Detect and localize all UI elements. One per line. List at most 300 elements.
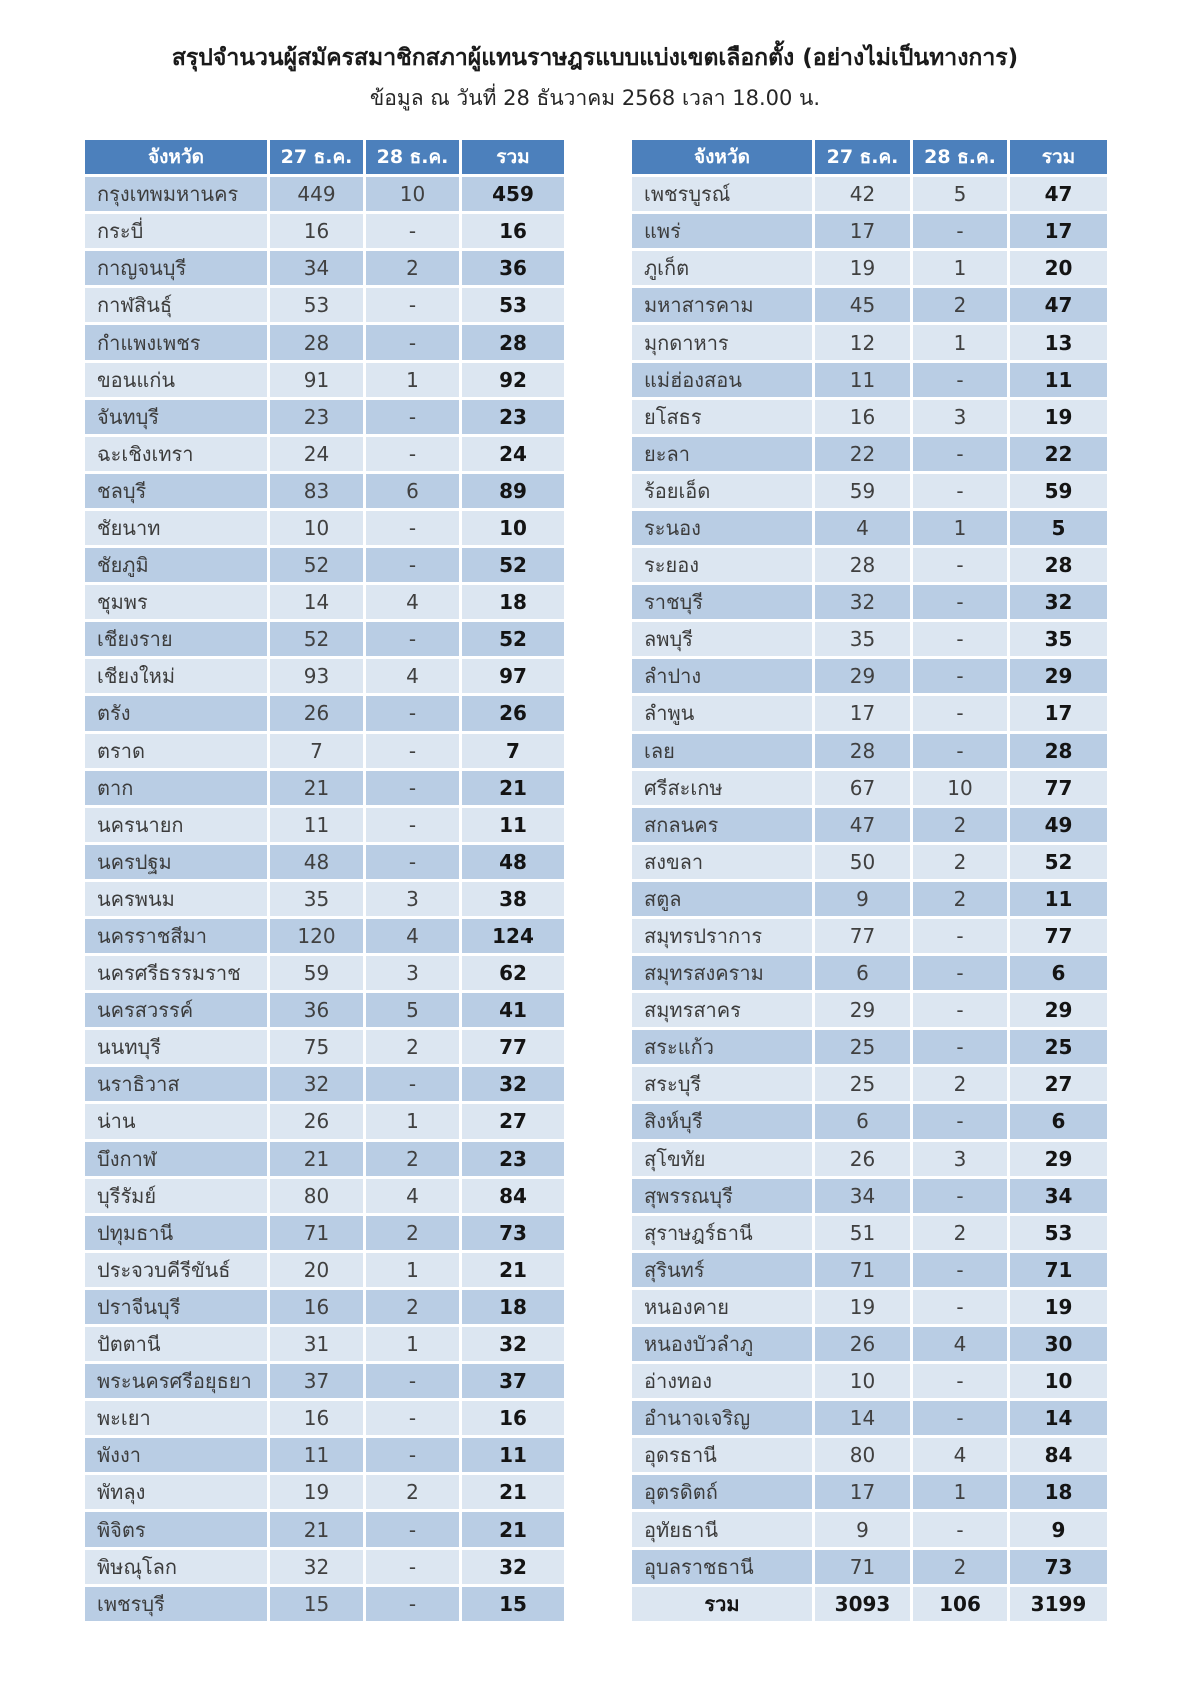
count-27dec-cell: 16 <box>815 400 910 434</box>
row-total-cell: 18 <box>1010 1475 1107 1509</box>
province-name-cell: ชัยภูมิ <box>85 548 267 582</box>
count-28dec-cell: - <box>913 919 1007 953</box>
count-28dec-cell: 1 <box>366 1253 459 1287</box>
province-name-cell: อุทัยธานี <box>632 1512 812 1546</box>
row-total-cell: 28 <box>1010 548 1107 582</box>
province-name-cell: นครปฐม <box>85 845 267 879</box>
count-27dec-cell: 59 <box>815 474 910 508</box>
row-total-cell: 11 <box>1010 363 1107 397</box>
count-27dec-cell: 449 <box>270 177 363 211</box>
count-27dec-cell: 15 <box>270 1587 363 1621</box>
count-27dec-cell: 28 <box>270 325 363 359</box>
row-total-cell: 37 <box>462 1364 564 1398</box>
row-total-cell: 16 <box>462 214 564 248</box>
province-name-cell: เชียงใหม่ <box>85 659 267 693</box>
count-28dec-cell: - <box>366 1587 459 1621</box>
count-28dec-cell: - <box>366 400 459 434</box>
count-28dec-cell: 4 <box>366 585 459 619</box>
count-27dec-cell: 6 <box>815 1104 910 1138</box>
count-28dec-cell: 1 <box>913 251 1007 285</box>
row-total-cell: 73 <box>462 1216 564 1250</box>
count-27dec-cell: 21 <box>270 1142 363 1176</box>
count-28dec-cell: - <box>913 622 1007 656</box>
count-28dec-cell: 10 <box>366 177 459 211</box>
count-27dec-cell: 10 <box>270 511 363 545</box>
count-28dec-cell: 2 <box>366 1142 459 1176</box>
count-27dec-cell: 11 <box>270 808 363 842</box>
province-name-cell: ลำพูน <box>632 696 812 730</box>
province-name-cell: อ่างทอง <box>632 1364 812 1398</box>
row-total-cell: 11 <box>462 808 564 842</box>
province-name-cell: บึงกาฬ <box>85 1142 267 1176</box>
count-27dec-cell: 11 <box>270 1438 363 1472</box>
count-27dec-cell: 17 <box>815 1475 910 1509</box>
count-27dec-cell: 16 <box>270 1290 363 1324</box>
row-total-cell: 21 <box>462 1512 564 1546</box>
count-28dec-cell: - <box>913 734 1007 768</box>
row-total-cell: 21 <box>462 1475 564 1509</box>
count-28dec-cell: 5 <box>366 993 459 1027</box>
count-27dec-cell: 47 <box>815 808 910 842</box>
row-total-cell: 11 <box>1010 882 1107 916</box>
row-total-cell: 77 <box>1010 919 1107 953</box>
row-total-cell: 124 <box>462 919 564 953</box>
province-name-cell: สระแก้ว <box>632 1030 812 1064</box>
count-27dec-cell: 52 <box>270 548 363 582</box>
province-name-cell: ร้อยเอ็ด <box>632 474 812 508</box>
row-total-cell: 21 <box>462 1253 564 1287</box>
count-28dec-cell: 2 <box>366 1030 459 1064</box>
province-name-cell: สมุทรสงคราม <box>632 956 812 990</box>
count-28dec-cell: 1 <box>366 1327 459 1361</box>
column-header: 28 ธ.ค. <box>913 140 1007 174</box>
count-27dec-cell: 120 <box>270 919 363 953</box>
row-total-cell: 25 <box>1010 1030 1107 1064</box>
count-28dec-cell: - <box>913 1030 1007 1064</box>
row-total-cell: 28 <box>462 325 564 359</box>
row-total-cell: 28 <box>1010 734 1107 768</box>
count-27dec-cell: 34 <box>815 1179 910 1213</box>
count-28dec-cell: - <box>366 1364 459 1398</box>
count-27dec-cell: 17 <box>815 696 910 730</box>
column-header: 27 ธ.ค. <box>815 140 910 174</box>
count-27dec-cell: 26 <box>270 1104 363 1138</box>
row-total-cell: 52 <box>1010 845 1107 879</box>
province-name-cell: อุตรดิตถ์ <box>632 1475 812 1509</box>
count-28dec-cell: - <box>913 956 1007 990</box>
count-27dec-cell: 9 <box>815 1512 910 1546</box>
province-name-cell: พิจิตร <box>85 1512 267 1546</box>
column-header-province: จังหวัด <box>85 140 267 174</box>
row-total-cell: 73 <box>1010 1550 1107 1584</box>
province-name-cell: กรุงเทพมหานคร <box>85 177 267 211</box>
row-total-cell: 29 <box>1010 993 1107 1027</box>
province-name-cell: มุกดาหาร <box>632 325 812 359</box>
count-28dec-cell: 2 <box>366 1290 459 1324</box>
column-header: รวม <box>1010 140 1107 174</box>
province-name-cell: ระนอง <box>632 511 812 545</box>
count-28dec-cell: - <box>913 1364 1007 1398</box>
row-total-cell: 19 <box>1010 400 1107 434</box>
row-total-cell: 92 <box>462 363 564 397</box>
count-27dec-cell: 50 <box>815 845 910 879</box>
left-province-table <box>85 140 564 1621</box>
count-27dec-cell: 51 <box>815 1216 910 1250</box>
count-27dec-cell: 14 <box>270 585 363 619</box>
count-27dec-cell: 67 <box>815 771 910 805</box>
row-total-cell: 77 <box>462 1030 564 1064</box>
count-27dec-cell: 23 <box>270 400 363 434</box>
page-title: สรุปจำนวนผู้สมัครสมาชิกสภาผู้แทนราษฎรแบบแบ่งเขตเลือกตั้ง (อย่างไม่เป็นทางการ) <box>171 45 1019 71</box>
count-27dec-cell: 14 <box>815 1401 910 1435</box>
count-27dec-cell: 6 <box>815 956 910 990</box>
province-name-cell: นครราชสีมา <box>85 919 267 953</box>
count-28dec-cell: 2 <box>366 1216 459 1250</box>
count-27dec-cell: 16 <box>270 214 363 248</box>
count-27dec-cell: 80 <box>815 1438 910 1472</box>
province-name-cell: ประจวบคีรีขันธ์ <box>85 1253 267 1287</box>
row-total-cell: 34 <box>1010 1179 1107 1213</box>
province-name-cell: หนองบัวลำภู <box>632 1327 812 1361</box>
count-27dec-cell: 80 <box>270 1179 363 1213</box>
count-28dec-cell: 2 <box>913 1216 1007 1250</box>
count-27dec-cell: 12 <box>815 325 910 359</box>
row-total-cell: 27 <box>462 1104 564 1138</box>
province-name-cell: จันทบุรี <box>85 400 267 434</box>
province-name-cell: สงขลา <box>632 845 812 879</box>
row-total-cell: 18 <box>462 1290 564 1324</box>
count-28dec-cell: 2 <box>913 1067 1007 1101</box>
row-total-cell: 23 <box>462 400 564 434</box>
count-28dec-cell: - <box>913 585 1007 619</box>
province-name-cell: บุรีรัมย์ <box>85 1179 267 1213</box>
province-name-cell: นราธิวาส <box>85 1067 267 1101</box>
count-27dec-cell: 71 <box>815 1550 910 1584</box>
row-total-cell: 48 <box>462 845 564 879</box>
row-total-cell: 41 <box>462 993 564 1027</box>
province-name-cell: อุดรธานี <box>632 1438 812 1472</box>
province-name-cell: สมุทรปราการ <box>632 919 812 953</box>
row-total-cell: 10 <box>1010 1364 1107 1398</box>
row-total-cell: 17 <box>1010 214 1107 248</box>
count-27dec-cell: 71 <box>270 1216 363 1250</box>
province-name-cell: อำนาจเจริญ <box>632 1401 812 1435</box>
row-total-cell: 27 <box>1010 1067 1107 1101</box>
province-name-cell: สุโขทัย <box>632 1142 812 1176</box>
count-28dec-cell: - <box>913 696 1007 730</box>
row-total-cell: 17 <box>1010 696 1107 730</box>
row-total-cell: 5 <box>1010 511 1107 545</box>
row-total-cell: 35 <box>1010 622 1107 656</box>
row-total-cell: 7 <box>462 734 564 768</box>
count-28dec-cell: 5 <box>913 177 1007 211</box>
grand-total-28dec-cell: 106 <box>913 1587 1007 1621</box>
count-28dec-cell: - <box>913 214 1007 248</box>
grand-total-27dec-cell: 3093 <box>815 1587 910 1621</box>
province-name-cell: สุพรรณบุรี <box>632 1179 812 1213</box>
count-28dec-cell: 1 <box>913 1475 1007 1509</box>
count-27dec-cell: 28 <box>815 734 910 768</box>
row-total-cell: 13 <box>1010 325 1107 359</box>
count-28dec-cell: 4 <box>913 1327 1007 1361</box>
row-total-cell: 19 <box>1010 1290 1107 1324</box>
province-name-cell: สิงห์บุรี <box>632 1104 812 1138</box>
count-27dec-cell: 28 <box>815 548 910 582</box>
province-name-cell: พระนครศรีอยุธยา <box>85 1364 267 1398</box>
count-28dec-cell: - <box>366 548 459 582</box>
count-27dec-cell: 16 <box>270 1401 363 1435</box>
row-total-cell: 84 <box>462 1179 564 1213</box>
count-28dec-cell: 3 <box>366 882 459 916</box>
row-total-cell: 59 <box>1010 474 1107 508</box>
row-total-cell: 15 <box>462 1587 564 1621</box>
province-name-cell: เพชรบูรณ์ <box>632 177 812 211</box>
count-28dec-cell: - <box>366 437 459 471</box>
count-28dec-cell: - <box>913 1401 1007 1435</box>
count-27dec-cell: 83 <box>270 474 363 508</box>
row-total-cell: 97 <box>462 659 564 693</box>
count-28dec-cell: 1 <box>366 1104 459 1138</box>
province-name-cell: ตาก <box>85 771 267 805</box>
row-total-cell: 49 <box>1010 808 1107 842</box>
count-27dec-cell: 26 <box>270 696 363 730</box>
count-28dec-cell: - <box>366 622 459 656</box>
row-total-cell: 32 <box>462 1067 564 1101</box>
row-total-cell: 21 <box>462 771 564 805</box>
row-total-cell: 62 <box>462 956 564 990</box>
count-28dec-cell: - <box>366 845 459 879</box>
count-27dec-cell: 9 <box>815 882 910 916</box>
count-28dec-cell: - <box>913 1512 1007 1546</box>
count-28dec-cell: - <box>366 214 459 248</box>
row-total-cell: 23 <box>462 1142 564 1176</box>
count-27dec-cell: 4 <box>815 511 910 545</box>
count-28dec-cell: - <box>913 1290 1007 1324</box>
province-name-cell: สระบุรี <box>632 1067 812 1101</box>
count-28dec-cell: - <box>913 548 1007 582</box>
row-total-cell: 47 <box>1010 177 1107 211</box>
count-28dec-cell: - <box>913 474 1007 508</box>
province-name-cell: นครศรีธรรมราช <box>85 956 267 990</box>
count-28dec-cell: - <box>366 511 459 545</box>
count-27dec-cell: 26 <box>815 1142 910 1176</box>
province-name-cell: พังงา <box>85 1438 267 1472</box>
count-27dec-cell: 48 <box>270 845 363 879</box>
count-27dec-cell: 22 <box>815 437 910 471</box>
count-27dec-cell: 20 <box>270 1253 363 1287</box>
row-total-cell: 6 <box>1010 956 1107 990</box>
row-total-cell: 29 <box>1010 659 1107 693</box>
province-name-cell: ปัตตานี <box>85 1327 267 1361</box>
count-27dec-cell: 10 <box>815 1364 910 1398</box>
count-27dec-cell: 29 <box>815 993 910 1027</box>
count-27dec-cell: 37 <box>270 1364 363 1398</box>
count-28dec-cell: - <box>366 325 459 359</box>
column-header: รวม <box>462 140 564 174</box>
row-total-cell: 22 <box>1010 437 1107 471</box>
province-name-cell: เชียงราย <box>85 622 267 656</box>
count-27dec-cell: 52 <box>270 622 363 656</box>
province-name-cell: กระบี่ <box>85 214 267 248</box>
province-name-cell: กาฬสินธุ์ <box>85 288 267 322</box>
row-total-cell: 9 <box>1010 1512 1107 1546</box>
count-28dec-cell: 2 <box>913 808 1007 842</box>
row-total-cell: 18 <box>462 585 564 619</box>
province-name-cell: พะเยา <box>85 1401 267 1435</box>
count-28dec-cell: 10 <box>913 771 1007 805</box>
province-name-cell: กาญจนบุรี <box>85 251 267 285</box>
count-27dec-cell: 45 <box>815 288 910 322</box>
row-total-cell: 29 <box>1010 1142 1107 1176</box>
row-total-cell: 16 <box>462 1401 564 1435</box>
row-total-cell: 24 <box>462 437 564 471</box>
column-header-province: จังหวัด <box>632 140 812 174</box>
province-name-cell: ลำปาง <box>632 659 812 693</box>
right-province-table <box>632 140 1107 1621</box>
province-name-cell: ตรัง <box>85 696 267 730</box>
count-28dec-cell: 4 <box>913 1438 1007 1472</box>
count-27dec-cell: 32 <box>815 585 910 619</box>
count-28dec-cell: - <box>366 734 459 768</box>
count-27dec-cell: 17 <box>815 214 910 248</box>
province-name-cell: ฉะเชิงเทรา <box>85 437 267 471</box>
count-28dec-cell: - <box>366 1438 459 1472</box>
count-27dec-cell: 29 <box>815 659 910 693</box>
province-name-cell: เพชรบุรี <box>85 1587 267 1621</box>
count-28dec-cell: - <box>913 993 1007 1027</box>
count-27dec-cell: 24 <box>270 437 363 471</box>
count-27dec-cell: 19 <box>815 251 910 285</box>
province-name-cell: หนองคาย <box>632 1290 812 1324</box>
count-28dec-cell: - <box>366 1067 459 1101</box>
province-name-cell: ชุมพร <box>85 585 267 619</box>
count-28dec-cell: - <box>366 1512 459 1546</box>
count-27dec-cell: 7 <box>270 734 363 768</box>
province-name-cell: ชัยนาท <box>85 511 267 545</box>
count-27dec-cell: 11 <box>815 363 910 397</box>
count-27dec-cell: 25 <box>815 1030 910 1064</box>
count-28dec-cell: 2 <box>913 288 1007 322</box>
count-28dec-cell: - <box>366 1550 459 1584</box>
count-27dec-cell: 75 <box>270 1030 363 1064</box>
row-total-cell: 53 <box>462 288 564 322</box>
province-name-cell: ขอนแก่น <box>85 363 267 397</box>
province-name-cell: กำแพงเพชร <box>85 325 267 359</box>
province-name-cell: ระยอง <box>632 548 812 582</box>
count-28dec-cell: 2 <box>913 882 1007 916</box>
row-total-cell: 14 <box>1010 1401 1107 1435</box>
row-total-cell: 32 <box>462 1550 564 1584</box>
province-name-cell: สตูล <box>632 882 812 916</box>
count-27dec-cell: 25 <box>815 1067 910 1101</box>
row-total-cell: 77 <box>1010 771 1107 805</box>
count-28dec-cell: - <box>913 1179 1007 1213</box>
count-28dec-cell: 3 <box>366 956 459 990</box>
column-header: 27 ธ.ค. <box>270 140 363 174</box>
province-name-cell: สุราษฎร์ธานี <box>632 1216 812 1250</box>
count-28dec-cell: - <box>366 288 459 322</box>
province-name-cell: นครนายก <box>85 808 267 842</box>
count-28dec-cell: 3 <box>913 400 1007 434</box>
page-subtitle: ข้อมูล ณ วันที่ 28 ธันวาคม 2568 เวลา 18.00 น. <box>369 86 821 110</box>
count-28dec-cell: 4 <box>366 1179 459 1213</box>
count-27dec-cell: 77 <box>815 919 910 953</box>
province-name-cell: ยโสธร <box>632 400 812 434</box>
column-header: 28 ธ.ค. <box>366 140 459 174</box>
row-total-cell: 10 <box>462 511 564 545</box>
grand-total-cell: 3199 <box>1010 1587 1107 1621</box>
row-total-cell: 20 <box>1010 251 1107 285</box>
province-name-cell: นครสวรรค์ <box>85 993 267 1027</box>
count-28dec-cell: 2 <box>913 845 1007 879</box>
province-name-cell: แม่ฮ่องสอน <box>632 363 812 397</box>
count-27dec-cell: 42 <box>815 177 910 211</box>
row-total-cell: 89 <box>462 474 564 508</box>
count-28dec-cell: - <box>366 771 459 805</box>
count-27dec-cell: 59 <box>270 956 363 990</box>
grand-total-label: รวม <box>632 1587 812 1621</box>
count-28dec-cell: 1 <box>366 363 459 397</box>
count-27dec-cell: 21 <box>270 771 363 805</box>
row-total-cell: 38 <box>462 882 564 916</box>
row-total-cell: 11 <box>462 1438 564 1472</box>
province-name-cell: ภูเก็ต <box>632 251 812 285</box>
province-name-cell: นนทบุรี <box>85 1030 267 1064</box>
row-total-cell: 47 <box>1010 288 1107 322</box>
count-27dec-cell: 19 <box>270 1475 363 1509</box>
count-27dec-cell: 26 <box>815 1327 910 1361</box>
count-27dec-cell: 35 <box>270 882 363 916</box>
count-28dec-cell: - <box>366 808 459 842</box>
province-name-cell: แพร่ <box>632 214 812 248</box>
count-27dec-cell: 21 <box>270 1512 363 1546</box>
province-name-cell: พัทลุง <box>85 1475 267 1509</box>
count-28dec-cell: - <box>913 1104 1007 1138</box>
province-name-cell: น่าน <box>85 1104 267 1138</box>
province-name-cell: สกลนคร <box>632 808 812 842</box>
row-total-cell: 53 <box>1010 1216 1107 1250</box>
province-name-cell: ปราจีนบุรี <box>85 1290 267 1324</box>
count-28dec-cell: 2 <box>366 251 459 285</box>
province-name-cell: นครพนม <box>85 882 267 916</box>
count-27dec-cell: 91 <box>270 363 363 397</box>
row-total-cell: 30 <box>1010 1327 1107 1361</box>
province-name-cell: ราชบุรี <box>632 585 812 619</box>
count-28dec-cell: 2 <box>366 1475 459 1509</box>
count-28dec-cell: 6 <box>366 474 459 508</box>
province-name-cell: เลย <box>632 734 812 768</box>
province-name-cell: ศรีสะเกษ <box>632 771 812 805</box>
count-27dec-cell: 31 <box>270 1327 363 1361</box>
count-27dec-cell: 19 <box>815 1290 910 1324</box>
count-27dec-cell: 32 <box>270 1550 363 1584</box>
row-total-cell: 84 <box>1010 1438 1107 1472</box>
count-28dec-cell: 4 <box>366 659 459 693</box>
count-28dec-cell: - <box>366 1401 459 1435</box>
row-total-cell: 32 <box>1010 585 1107 619</box>
row-total-cell: 36 <box>462 251 564 285</box>
row-total-cell: 459 <box>462 177 564 211</box>
count-28dec-cell: 3 <box>913 1142 1007 1176</box>
province-name-cell: ชลบุรี <box>85 474 267 508</box>
province-name-cell: สมุทรสาคร <box>632 993 812 1027</box>
province-name-cell: ลพบุรี <box>632 622 812 656</box>
row-total-cell: 52 <box>462 622 564 656</box>
count-27dec-cell: 93 <box>270 659 363 693</box>
row-total-cell: 52 <box>462 548 564 582</box>
province-name-cell: ยะลา <box>632 437 812 471</box>
count-28dec-cell: 4 <box>366 919 459 953</box>
